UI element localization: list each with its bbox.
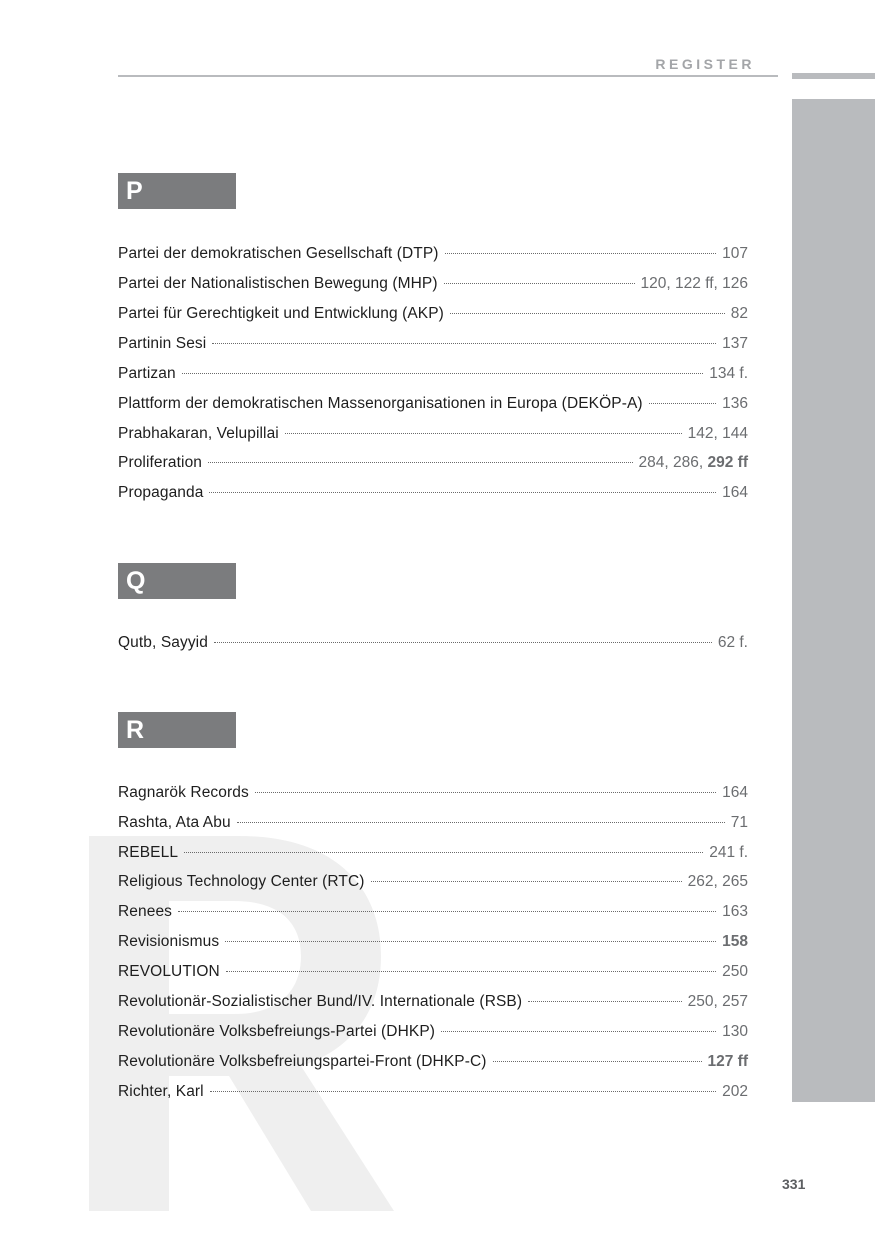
entry-pages-regular: 250 [722,963,748,980]
entry-pages-regular: 250, 257 [687,993,748,1010]
entry-pages [731,303,748,325]
entry-pages-regular: 262, 265 [687,873,748,890]
dot-leader [444,283,635,284]
entry-pages-regular: 202 [722,1083,748,1100]
entry-pages [722,931,748,953]
entry-term: REBELL [118,844,179,861]
index-entry [118,273,748,295]
entry-pages [722,333,748,355]
entry-term: Prabhakaran, Velupillai [118,425,279,442]
index-entry [118,931,748,953]
entry-pages-regular: 107 [722,245,748,262]
index-entry [118,991,748,1013]
dot-leader [184,852,703,853]
entry-pages [722,482,748,504]
dot-leader [214,642,712,643]
entry-pages-regular: 62 f. [717,634,748,651]
entry-pages-primary: 127 ff [707,1053,748,1070]
entry-pages-regular: 164 [722,484,748,501]
index-entry [118,333,748,355]
entry-term: Proliferation [118,454,203,471]
index-entry [118,423,748,445]
index-entry [118,632,748,654]
page-number: 331 [782,1176,806,1192]
entry-term: REVOLUTION [118,963,220,980]
entry-pages-regular: 142, 144 [687,425,748,442]
entry-pages [722,1081,748,1103]
index-entry [118,243,748,265]
entry-term: Qutb, Sayyid [118,634,208,651]
entry-pages-regular: 130 [722,1023,748,1040]
entry-pages [708,1051,749,1073]
index-entry [118,482,748,504]
entry-term: Rashta, Ata Abu [118,814,231,831]
entry-term: Partei der Nationalistischen Bewegung (MHP) [118,275,438,292]
dot-leader [493,1061,702,1062]
header-rule [118,75,778,77]
index-entry [118,961,748,983]
entry-term: Renees [118,903,173,920]
dot-leader [182,373,704,374]
entry-pages [688,991,748,1013]
entry-pages-regular: 120, 122 ff, 126 [640,275,748,292]
entry-pages-regular: 164 [722,784,748,801]
entry-term: Partizan [118,365,176,382]
entry-term: Revolutionäre Volksbefreiungspartei-Front (DHKP-C) [118,1053,487,1070]
entry-pages-regular: 163 [722,903,748,920]
dot-leader [649,403,716,404]
entry-pages [722,782,748,804]
entry-pages [722,901,748,923]
dot-leader [371,881,682,882]
entry-term: Propaganda [118,484,204,501]
section-heading-p: P [118,173,236,209]
entry-term: Ragnarök Records [118,784,249,801]
index-entry [118,871,748,893]
entry-pages [722,393,748,415]
entry-pages [731,812,748,834]
section-heading-r: R [118,712,236,748]
index-entry [118,1021,748,1043]
index-entry [118,812,748,834]
dot-leader [209,492,716,493]
index-entry [118,1081,748,1103]
index-entry [118,782,748,804]
entry-pages-regular: 137 [722,335,748,352]
dot-leader [208,462,633,463]
entry-pages-primary: 292 ff [707,454,748,471]
dot-leader [212,343,716,344]
index-entry [118,363,748,385]
entry-pages [688,423,748,445]
dot-leader [441,1031,716,1032]
running-header: REGISTER [655,56,755,72]
entry-term: Revolutionäre Volksbefreiungs-Partei (DHKP) [118,1023,436,1040]
entry-pages [722,1021,748,1043]
entry-pages-regular: 82 [730,305,748,322]
dot-leader [445,253,717,254]
index-entry [118,393,748,415]
entry-term: Richter, Karl [118,1083,204,1100]
dot-leader [528,1001,682,1002]
entry-pages [722,243,748,265]
dot-leader [225,941,716,942]
index-entry [118,303,748,325]
index-entry [118,1051,748,1073]
entry-pages-primary: 158 [722,933,748,950]
entry-pages-regular: 241 f. [709,844,748,861]
index-entry [118,901,748,923]
dot-leader [210,1091,716,1092]
entry-term: Partei der demokratischen Gesellschaft (DTP) [118,245,439,262]
entry-pages-regular: 134 f. [709,365,748,382]
side-thumb-bar [792,99,875,1102]
entry-term: Religious Technology Center (RTC) [118,873,365,890]
entry-pages [639,452,748,474]
section-heading-q: Q [118,563,236,599]
entry-term: Partei für Gerechtigkeit und Entwicklung (AKP) [118,305,444,322]
entry-pages [718,632,748,654]
header-tab-strip [792,73,875,79]
dot-leader [178,911,716,912]
entry-term: Partinin Sesi [118,335,207,352]
dot-leader [450,313,725,314]
entry-pages-regular: 71 [730,814,748,831]
entry-pages-regular: 136 [722,395,748,412]
entry-pages [641,273,748,295]
dot-leader [237,822,725,823]
index-entry [118,452,748,474]
entry-term: Plattform der demokratischen Massenorganisationen in Europa (DEKÖP-A) [118,395,643,412]
dot-leader [255,792,716,793]
entry-pages-regular: 284, 286, [638,454,708,471]
entry-pages [709,842,748,864]
dot-leader [285,433,682,434]
entry-pages [688,871,748,893]
entry-pages [722,961,748,983]
index-entry [118,842,748,864]
entry-term: Revolutionär-Sozialistischer Bund/IV. Internationale (RSB) [118,993,523,1010]
entry-term: Revisionismus [118,933,220,950]
entry-pages [709,363,748,385]
dot-leader [226,971,716,972]
